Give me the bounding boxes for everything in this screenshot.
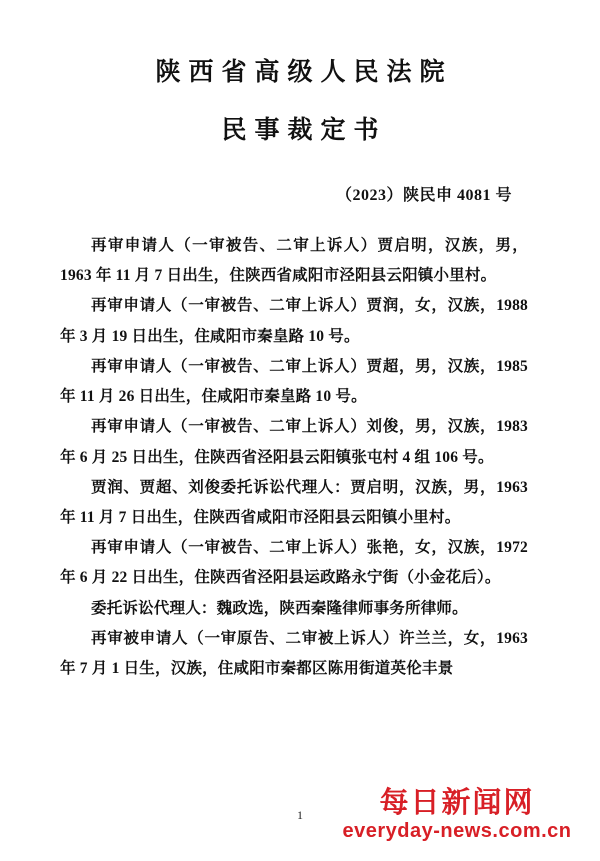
- paragraph: 再审申请人（一审被告、二审上诉人）刘俊，男，汉族，1983 年 6 月 25 日出生，住陕西省泾阳县云阳镇张屯村 4 组 106 号。: [60, 418, 528, 466]
- document-page: [0, 58, 600, 861]
- paragraph: 再审被申请人（一审原告、二审被上诉人）许兰兰，女，1963 年 7 月 1 日生，汉族，住咸阳市秦都区陈用街道英伦丰景: [60, 629, 528, 678]
- watermark-site-name: 每日新闻网: [379, 786, 535, 819]
- document-body: [0, 231, 600, 684]
- document-title: 民事裁定书: [221, 117, 387, 144]
- paragraph: 再审申请人（一审被告、二审上诉人）贾启明，汉族，男，1963 年 11 月 7 日出生，住陕西省咸阳市泾阳县云阳镇小里村。: [60, 237, 528, 285]
- case-number: （2023）陕民申 4081 号: [335, 187, 512, 204]
- paragraph: 贾润、贾超、刘俊委托诉讼代理人：贾启明，汉族，男，1963 年 11 月 7 日出生，住陕西省咸阳市泾阳县云阳镇小里村。: [60, 478, 528, 526]
- paragraph: 再审申请人（一审被告、二审上诉人）贾超，男，汉族，1985 年 11 月 26 日出生，住咸阳市秦皇路 10 号。: [60, 357, 528, 406]
- paragraph: 委托诉讼代理人：魏政选，陕西秦隆律师事务所律师。: [91, 599, 468, 617]
- page-number: 1: [297, 808, 303, 822]
- watermark: [332, 788, 582, 843]
- watermark-url: everyday-news.com.cn: [342, 820, 572, 842]
- paragraph: 再审申请人（一审被告、二审上诉人）张艳，女，汉族，1972 年 6 月 22 日出生，住陕西省泾阳县运政路永宁街（小金花后）。: [60, 539, 528, 587]
- paragraph: 再审申请人（一审被告、二审上诉人）贾润，女，汉族，1988 年 3 月 19 日出生，住咸阳市秦皇路 10 号。: [60, 297, 528, 345]
- court-title: 陕西省高级人民法院: [155, 59, 453, 86]
